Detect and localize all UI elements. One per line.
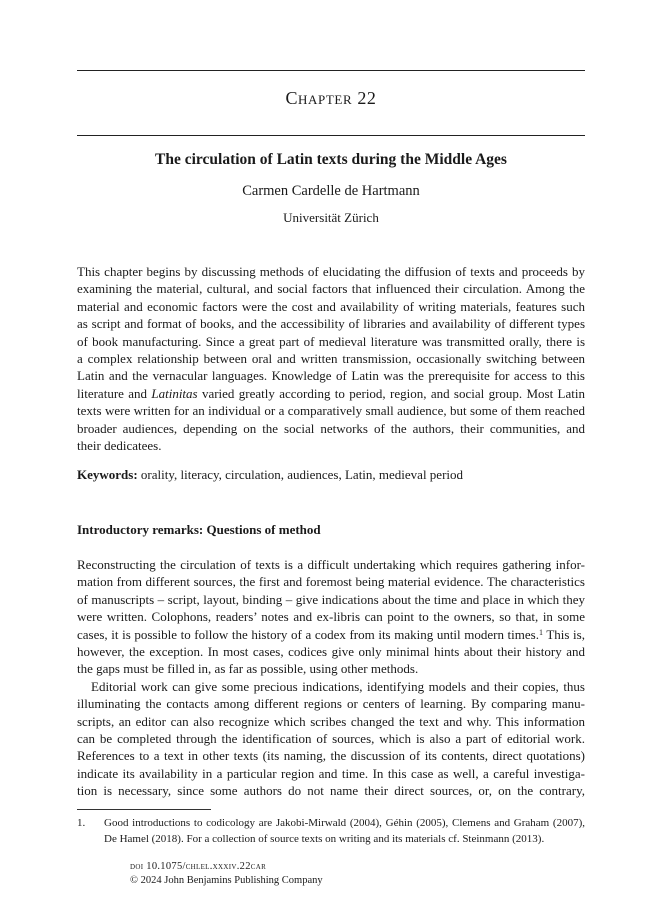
- paragraph-line: however, the exception. In most cases, codices give only minimal hints about their history and: [77, 643, 585, 659]
- paragraph-line: illuminating the contacts among different regions or centers of learning. By comparing manu-: [77, 696, 585, 712]
- footnote-number: 1.: [77, 817, 86, 829]
- top-rule: [77, 70, 585, 71]
- paragraph-text: This is,: [542, 626, 585, 642]
- paragraph-line: the gaps must be filled in, as far as possible, using other methods.: [77, 661, 419, 677]
- paragraph-line: tion is necessary, since some authors do not name their direct sources, or, on the contrary,: [77, 783, 585, 799]
- paragraph-line: mation from different sources, the first and foremost being material evidence. The characteristics: [77, 574, 585, 590]
- footnote-line: Good introductions to codicology are Jakobi-Mirwald (2004), Géhin (2005), Clemens and Graham (2007),: [104, 817, 585, 829]
- paragraph-line: References to a text in other texts (its naming, the discussion of its contents, direct quotations): [77, 748, 585, 764]
- footnote-ref[interactable]: 1: [538, 627, 543, 637]
- paragraph-line: were written. Colophons, readers’ notes and ex-libris can point to the owners, so that, in some: [77, 609, 585, 625]
- abstract-text: literature and: [77, 385, 152, 401]
- chapter-title: The circulation of Latin texts during the Middle Ages: [155, 151, 507, 168]
- abstract-line: their dedicatees.: [77, 437, 162, 453]
- keywords: [77, 467, 585, 483]
- section-heading: Introductory remarks: Questions of method: [77, 522, 321, 537]
- abstract-line: texts were written for an individual or a comparatively small audience, but some of them reached: [77, 403, 585, 419]
- abstract-text: varied greatly according to period, region, and social group. Most Latin: [197, 385, 585, 401]
- footnote-text: [104, 816, 585, 847]
- abstract-line: This chapter begins by discussing methods of elucidating the diffusion of texts and proceeds by: [77, 264, 585, 279]
- abstract: [77, 263, 585, 454]
- paragraph-line: Editorial work can give some precious indications, identifying models and their copies, thus: [91, 678, 585, 694]
- chapter-label: Chapter 22: [285, 88, 377, 108]
- abstract-line: of book manufacturing. Since a great part of medieval literature was transmitted orally, there is: [77, 333, 585, 349]
- abstract-line: material and economic factors were the cost and availability of writing materials, features such: [77, 298, 585, 314]
- copyright-notice: © 2024 John Benjamins Publishing Company: [130, 875, 323, 886]
- body-text: [77, 556, 585, 799]
- paragraph-line: Reconstructing the circulation of texts is a difficult undertaking which requires gathering infor-: [77, 557, 585, 572]
- keywords-label: Keywords:: [77, 467, 138, 482]
- latinitas-term: Latinitas: [151, 385, 198, 401]
- paragraph-line: indicate its availability in a particular region and time. In this case as well, a careful investiga-: [77, 765, 585, 781]
- chapter-rule: [77, 135, 585, 136]
- paragraph-line: scripts, an editor can also recognize which scribes changed the text and why. This information: [77, 713, 585, 729]
- abstract-line: examining the material, cultural, and social factors that influenced their circulation. Among the: [77, 281, 585, 297]
- imprint: [130, 860, 323, 888]
- abstract-line: as script and format of books, and the accessibility of libraries and availability of different types: [77, 316, 585, 332]
- author-affiliation: Universität Zürich: [283, 210, 379, 225]
- author-name: Carmen Cardelle de Hartmann: [242, 183, 420, 199]
- keywords-text: orality, literacy, circulation, audiences, Latin, medieval period: [137, 467, 464, 482]
- footnote-rule: [77, 809, 211, 810]
- paragraph-line: can be completed through the identification of sources, which is also a part of editorial work.: [77, 730, 585, 746]
- abstract-line: [77, 385, 585, 402]
- abstract-line: Latin and the vernacular languages. Knowledge of Latin was the prerequisite for access to this: [77, 368, 585, 384]
- paragraph-line: [77, 626, 585, 643]
- paragraph-line: of manuscripts – script, layout, binding – give indications about the time and place in which they: [77, 591, 585, 607]
- abstract-line: broader audiences, depending on the social networks of the authors, their communities, and: [77, 420, 585, 436]
- abstract-line: a complex relationship between oral and written transmission, occasionally switching between: [77, 350, 585, 366]
- doi-link[interactable]: doi 10.1075/chlel.xxxiv.22car: [130, 861, 267, 872]
- footnote-line: De Hamel (2018). For a collection of source texts on writing and its materials cf. Steinmann (2013).: [104, 832, 545, 845]
- paragraph-text: cases, it is possible to follow the history of a codex from its making until modern times.: [77, 626, 539, 642]
